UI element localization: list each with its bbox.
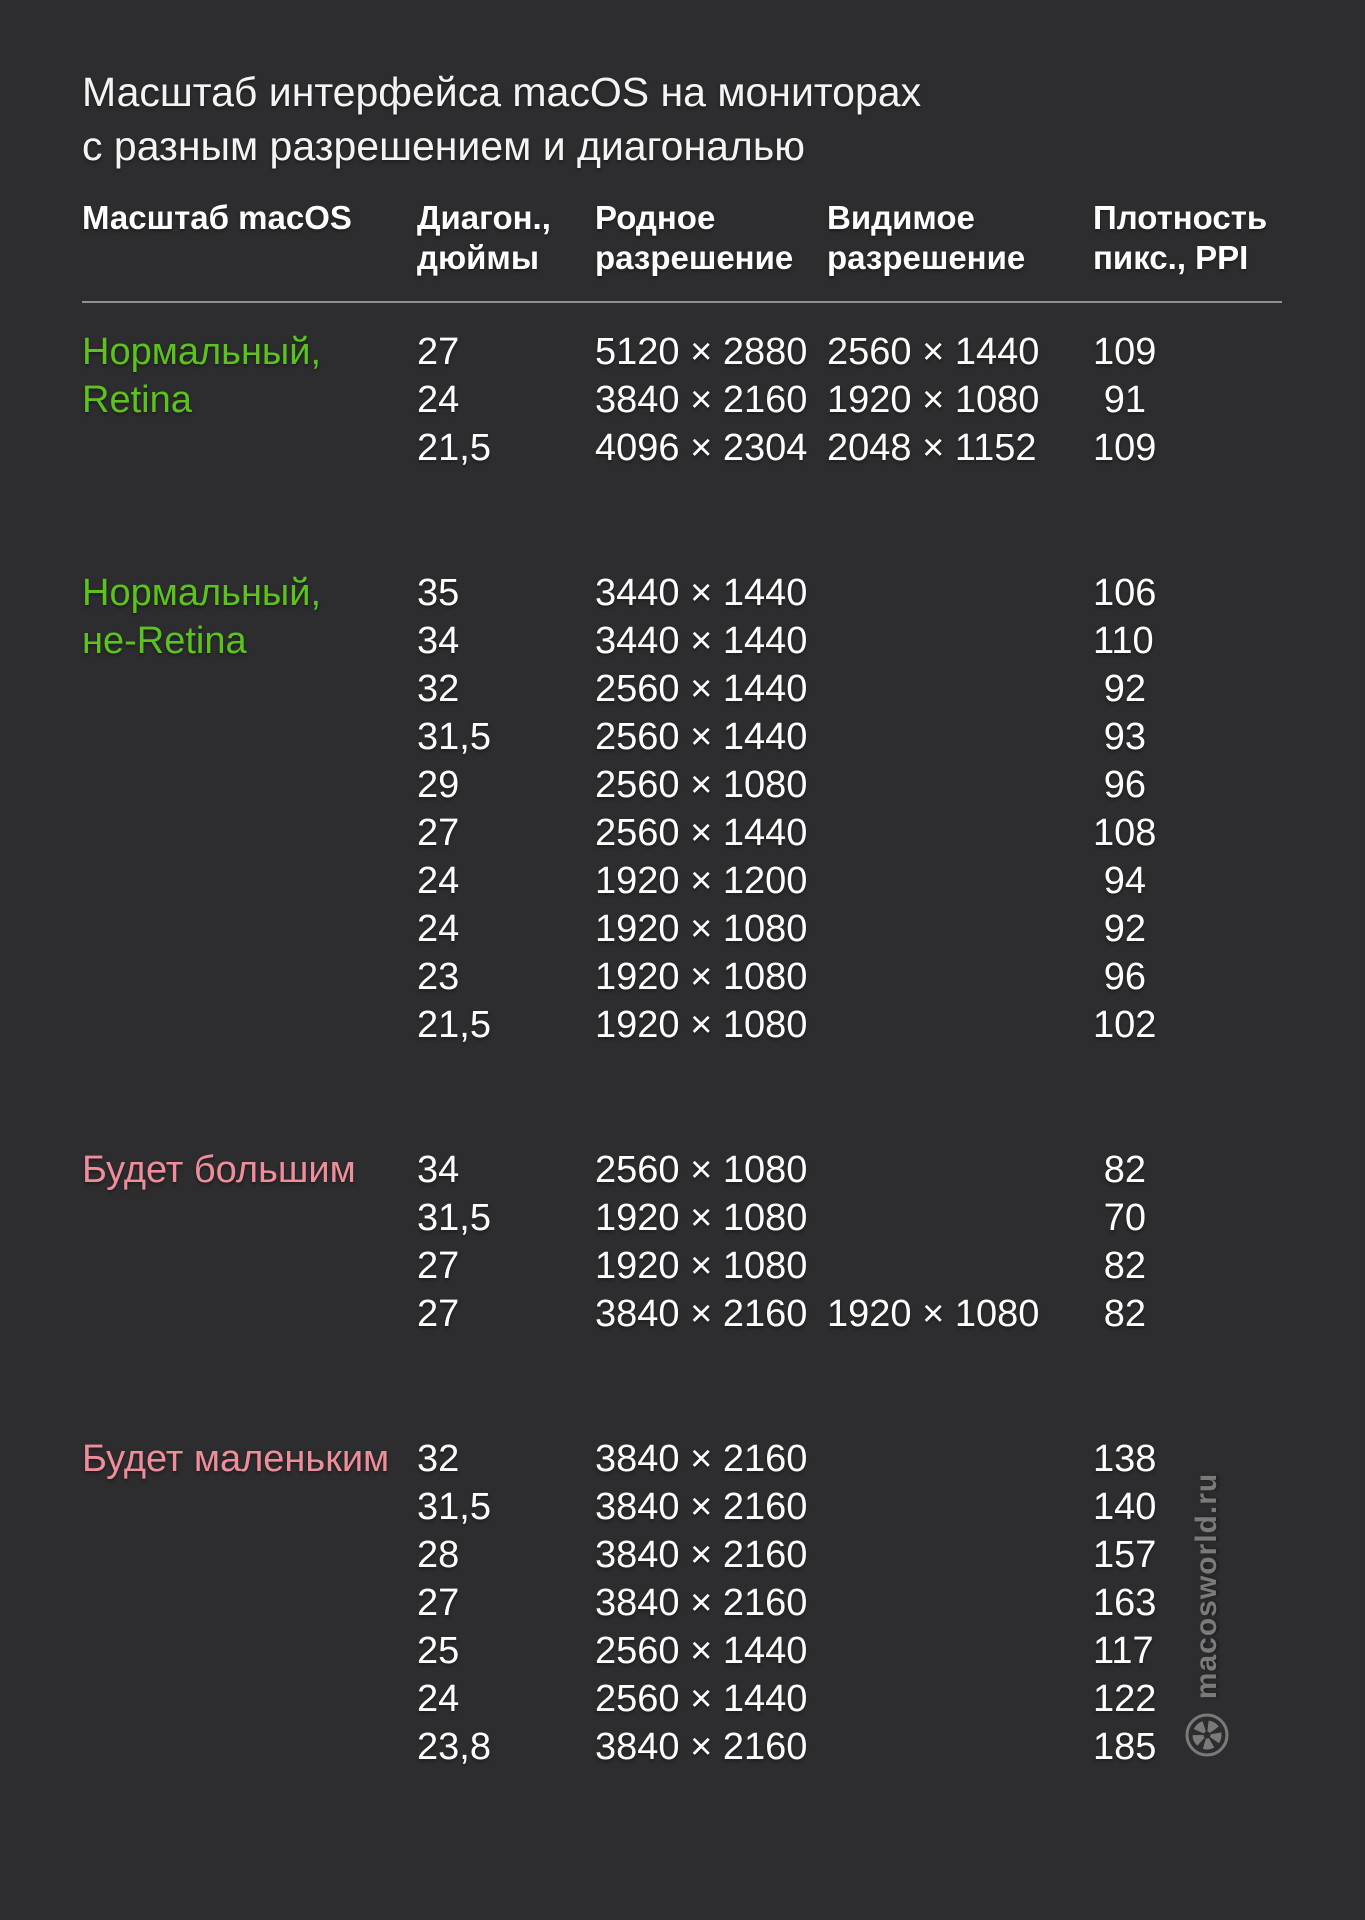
group-label-line-2: не-Retina [82, 620, 247, 662]
diagonal-cell: 27 [417, 812, 460, 854]
group-label [82, 569, 417, 1049]
ppi-cell: 94 [1103, 860, 1146, 902]
ppi-cell: 110 [1093, 620, 1154, 662]
ppi-cell: 91 [1103, 379, 1146, 421]
ppi-cell: 92 [1103, 908, 1146, 950]
ppi-cell: 82 [1103, 1149, 1146, 1191]
ppi-cell: 163 [1093, 1582, 1157, 1624]
ppi-cell: 122 [1093, 1678, 1157, 1720]
ppi-cell: 70 [1103, 1197, 1146, 1239]
visible-resolution-cell: 1920 × 1080 [827, 379, 1040, 421]
native-resolution-cell: 2560 × 1440 [595, 1630, 808, 1672]
page-title [82, 65, 921, 173]
native-resolution-cell: 3840 × 2160 [595, 1438, 808, 1480]
visible-resolution-cell [827, 905, 1093, 953]
ppi-cell: 108 [1093, 812, 1157, 854]
wheel-logo-icon [1184, 1712, 1230, 1758]
native-resolution-cell: 1920 × 1200 [595, 860, 808, 902]
diagonal-cell: 25 [417, 1630, 460, 1672]
visible-resolution-cell [827, 1723, 1093, 1771]
native-resolution-cell: 3840 × 2160 [595, 379, 808, 421]
header-divider [82, 301, 1282, 303]
visible-resolution-cell [827, 953, 1093, 1001]
diagonal-cell: 24 [417, 379, 460, 421]
visible-resolution-cell [827, 1579, 1093, 1627]
native-resolution-cell: 2560 × 1440 [595, 812, 808, 854]
ppi-cell: 106 [1093, 572, 1157, 614]
ppi-cell: 93 [1103, 716, 1146, 758]
ppi-cell: 138 [1093, 1438, 1157, 1480]
native-resolution-cell: 3840 × 2160 [595, 1293, 808, 1335]
group-label [82, 1435, 417, 1771]
visible-resolution-cell [827, 1001, 1093, 1049]
column-header-pixel-density: Плотность пикс., PPI [1093, 199, 1268, 276]
native-resolution-cell: 3840 × 2160 [595, 1726, 808, 1768]
native-resolution-cell: 2560 × 1440 [595, 716, 808, 758]
visible-resolution-cell [827, 1242, 1093, 1290]
scale-group [82, 569, 1282, 1049]
diagonal-cell: 31,5 [417, 716, 491, 758]
native-resolution-cell: 4096 × 2304 [595, 427, 808, 469]
native-resolution-cell: 1920 × 1080 [595, 1004, 808, 1046]
group-label-line-1: Нормальный, [82, 331, 322, 373]
native-resolution-cell: 1920 × 1080 [595, 956, 808, 998]
diagonal-cell: 21,5 [417, 427, 491, 469]
visible-resolution-cell [827, 617, 1093, 665]
group-label-line-1: Нормальный, [82, 572, 322, 614]
ppi-cell: 185 [1093, 1726, 1157, 1768]
native-resolution-cell: 5120 × 2880 [595, 331, 808, 373]
ppi-cell: 96 [1103, 764, 1146, 806]
native-resolution-cell: 3440 × 1440 [595, 572, 808, 614]
diagonal-cell: 24 [417, 1678, 460, 1720]
ppi-cell: 109 [1093, 427, 1157, 469]
diagonal-cell: 32 [417, 1438, 460, 1480]
diagonal-cell: 27 [417, 1293, 460, 1335]
ppi-cell: 92 [1103, 668, 1146, 710]
table-header-row [82, 198, 1282, 278]
visible-resolution-cell [827, 569, 1093, 617]
diagonal-cell: 35 [417, 572, 460, 614]
native-resolution-cell: 2560 × 1440 [595, 668, 808, 710]
table-body [82, 328, 1282, 1771]
visible-resolution-cell [827, 713, 1093, 761]
diagonal-cell: 34 [417, 620, 460, 662]
visible-resolution-cell [827, 1435, 1093, 1483]
group-label-line-2: Retina [82, 379, 192, 421]
diagonal-cell: 27 [417, 1582, 460, 1624]
native-resolution-cell: 1920 × 1080 [595, 908, 808, 950]
column-header-visible-resolution: Видимое разрешение [827, 199, 1026, 276]
ppi-cell: 109 [1093, 331, 1157, 373]
visible-resolution-cell: 2048 × 1152 [827, 427, 1037, 469]
diagonal-cell: 29 [417, 764, 460, 806]
visible-resolution-cell: 2560 × 1440 [827, 331, 1040, 373]
diagonal-cell: 27 [417, 331, 460, 373]
native-resolution-cell: 3840 × 2160 [595, 1486, 808, 1528]
diagonal-cell: 21,5 [417, 1004, 491, 1046]
visible-resolution-cell [827, 1483, 1093, 1531]
page-title-line-1: Масштаб интерфейса macOS на мониторах [82, 69, 922, 116]
visible-resolution-cell [827, 761, 1093, 809]
diagonal-cell: 23,8 [417, 1726, 491, 1768]
native-resolution-cell: 2560 × 1440 [595, 1678, 808, 1720]
native-resolution-cell: 3840 × 2160 [595, 1534, 808, 1576]
ppi-cell: 157 [1093, 1534, 1157, 1576]
diagonal-cell: 32 [417, 668, 460, 710]
diagonal-cell: 31,5 [417, 1197, 491, 1239]
ppi-cell: 82 [1103, 1245, 1146, 1287]
ppi-cell: 102 [1093, 1004, 1157, 1046]
native-resolution-cell: 3440 × 1440 [595, 620, 808, 662]
diagonal-cell: 31,5 [417, 1486, 491, 1528]
diagonal-cell: 24 [417, 908, 460, 950]
diagonal-cell: 27 [417, 1245, 460, 1287]
visible-resolution-cell [827, 1675, 1093, 1723]
native-resolution-cell: 3840 × 2160 [595, 1582, 808, 1624]
watermark-text: macosworld.ru [1190, 1472, 1223, 1700]
ppi-cell: 140 [1093, 1486, 1157, 1528]
group-label-line-1: Будет большим [82, 1149, 356, 1191]
column-header-scale: Масштаб macOS [82, 199, 352, 236]
visible-resolution-cell [827, 1627, 1093, 1675]
column-header-diagonal: Диагон., дюймы [417, 199, 551, 276]
scale-group [82, 328, 1282, 472]
ppi-cell: 82 [1103, 1293, 1146, 1335]
group-label [82, 328, 417, 472]
visible-resolution-cell [827, 1194, 1093, 1242]
visible-resolution-cell [827, 1531, 1093, 1579]
visible-resolution-cell [827, 665, 1093, 713]
native-resolution-cell: 2560 × 1080 [595, 764, 808, 806]
visible-resolution-cell [827, 1146, 1093, 1194]
diagonal-cell: 23 [417, 956, 460, 998]
page-title-line-2: с разным разрешением и диагональю [82, 123, 805, 170]
ppi-cell: 117 [1093, 1630, 1154, 1672]
group-label [82, 1146, 417, 1338]
visible-resolution-cell: 1920 × 1080 [827, 1293, 1040, 1335]
native-resolution-cell: 2560 × 1080 [595, 1149, 808, 1191]
scale-group [82, 1146, 1282, 1338]
scale-group [82, 1435, 1282, 1771]
diagonal-cell: 24 [417, 860, 460, 902]
native-resolution-cell: 1920 × 1080 [595, 1245, 808, 1287]
visible-resolution-cell [827, 809, 1093, 857]
group-label-line-1: Будет маленьким [82, 1438, 390, 1480]
ppi-cell: 96 [1103, 956, 1146, 998]
column-header-native-resolution: Родное разрешение [595, 199, 794, 276]
diagonal-cell: 34 [417, 1149, 460, 1191]
native-resolution-cell: 1920 × 1080 [595, 1197, 808, 1239]
visible-resolution-cell [827, 857, 1093, 905]
diagonal-cell: 28 [417, 1534, 460, 1576]
